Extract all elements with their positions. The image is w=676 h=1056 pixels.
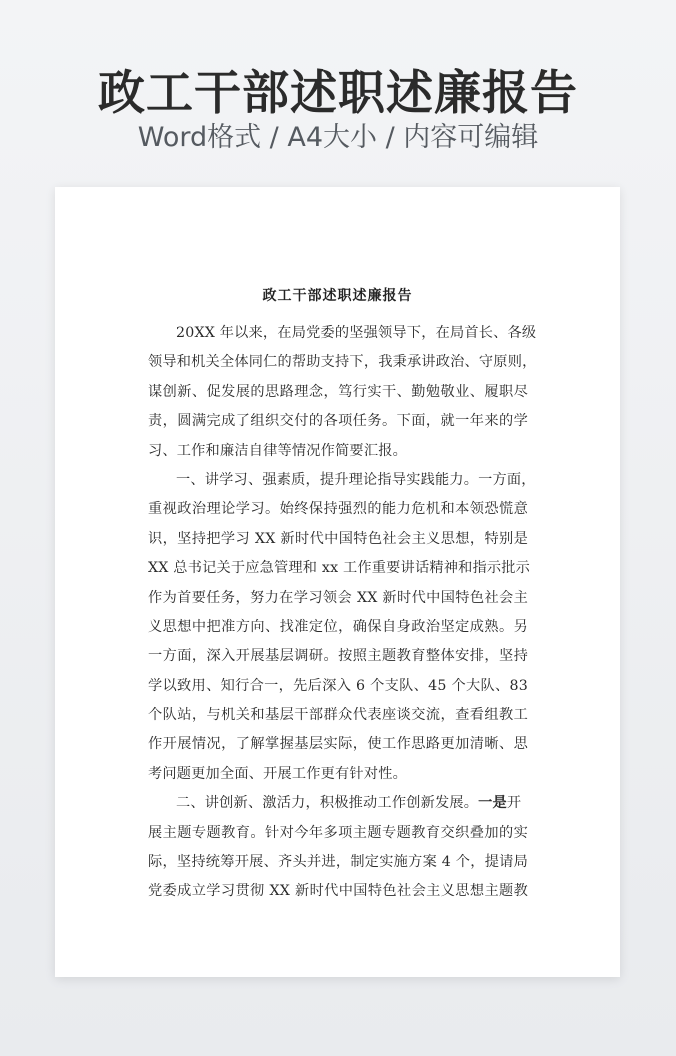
text-line: 识，坚持把学习 XX 新时代中国特色社会主义思想，特别是 bbox=[148, 530, 528, 547]
text-line: XX 总书记关于应急管理和 xx 工作重要讲话精神和指示批示 bbox=[148, 560, 531, 577]
bold-text-segment: 一是 bbox=[478, 795, 507, 812]
text-line: 责，圆满完成了组织交付的各项任务。下面，就一年来的学 bbox=[148, 413, 528, 430]
text-segment: 开 bbox=[506, 795, 522, 812]
banner-subtitle: Word格式 / A4大小 / 内容可编辑 bbox=[137, 122, 539, 153]
text-line: 20XX 年以来，在局党委的坚强领导下，在局首长、各级 bbox=[176, 325, 537, 341]
text-line: 谋创新、促发展的思路理念，笃行实干、勤勉敬业、履职尽 bbox=[148, 383, 528, 400]
text-line: 作为首要任务，努力在学习领会 XX 新时代中国特色社会主 bbox=[148, 589, 528, 606]
document-title: 政工干部述职述廉报告 bbox=[262, 288, 413, 304]
text-line: 际，坚持统筹开展、齐头并进，制定实施方案 4 个，提请局 bbox=[148, 854, 528, 871]
text-segment: 二、讲创新、激活力，积极推动工作创新发展。 bbox=[176, 795, 479, 812]
text-line: 领导和机关全体同仁的帮助支持下，我秉承讲政治、守原则， bbox=[148, 354, 537, 371]
text-line: 党委成立学习贯彻 XX 新时代中国特色社会主义思想主题教 bbox=[148, 883, 528, 900]
promo-banner bbox=[0, 0, 676, 170]
text-line: 一、讲学习、强素质，提升理论指导实践能力。一方面， bbox=[176, 471, 536, 488]
text-line: 个队站，与机关和基层干部群众代表座谈交流，查看组教工 bbox=[148, 707, 528, 724]
text-line: 习、工作和廉洁自律等情况作简要汇报。 bbox=[148, 442, 407, 459]
document-page bbox=[55, 187, 620, 977]
text-line: 作开展情况，了解掌握基层实际，使工作思路更加清晰、思 bbox=[148, 736, 528, 753]
banner-title: 政工干部述职述廉报告 bbox=[98, 66, 578, 121]
text-line: 义思想中把准方向、找准定位，确保自身政治坚定成熟。另 bbox=[148, 618, 528, 635]
text-line: 重视政治理论学习。始终保持强烈的能力危机和本领恐慌意 bbox=[148, 501, 528, 518]
document-body bbox=[148, 319, 537, 907]
text-line: 一方面，深入开展基层调研。按照主题教育整体安排，坚持 bbox=[148, 648, 528, 665]
text-line: 展主题专题教育。针对今年多项主题专题教育交织叠加的实 bbox=[148, 824, 528, 841]
text-line: 学以致用、知行合一，先后深入 6 个支队、45 个大队、83 bbox=[148, 677, 528, 694]
text-line: 考问题更加全面、开展工作更有针对性。 bbox=[148, 765, 407, 782]
text-line bbox=[148, 789, 528, 818]
